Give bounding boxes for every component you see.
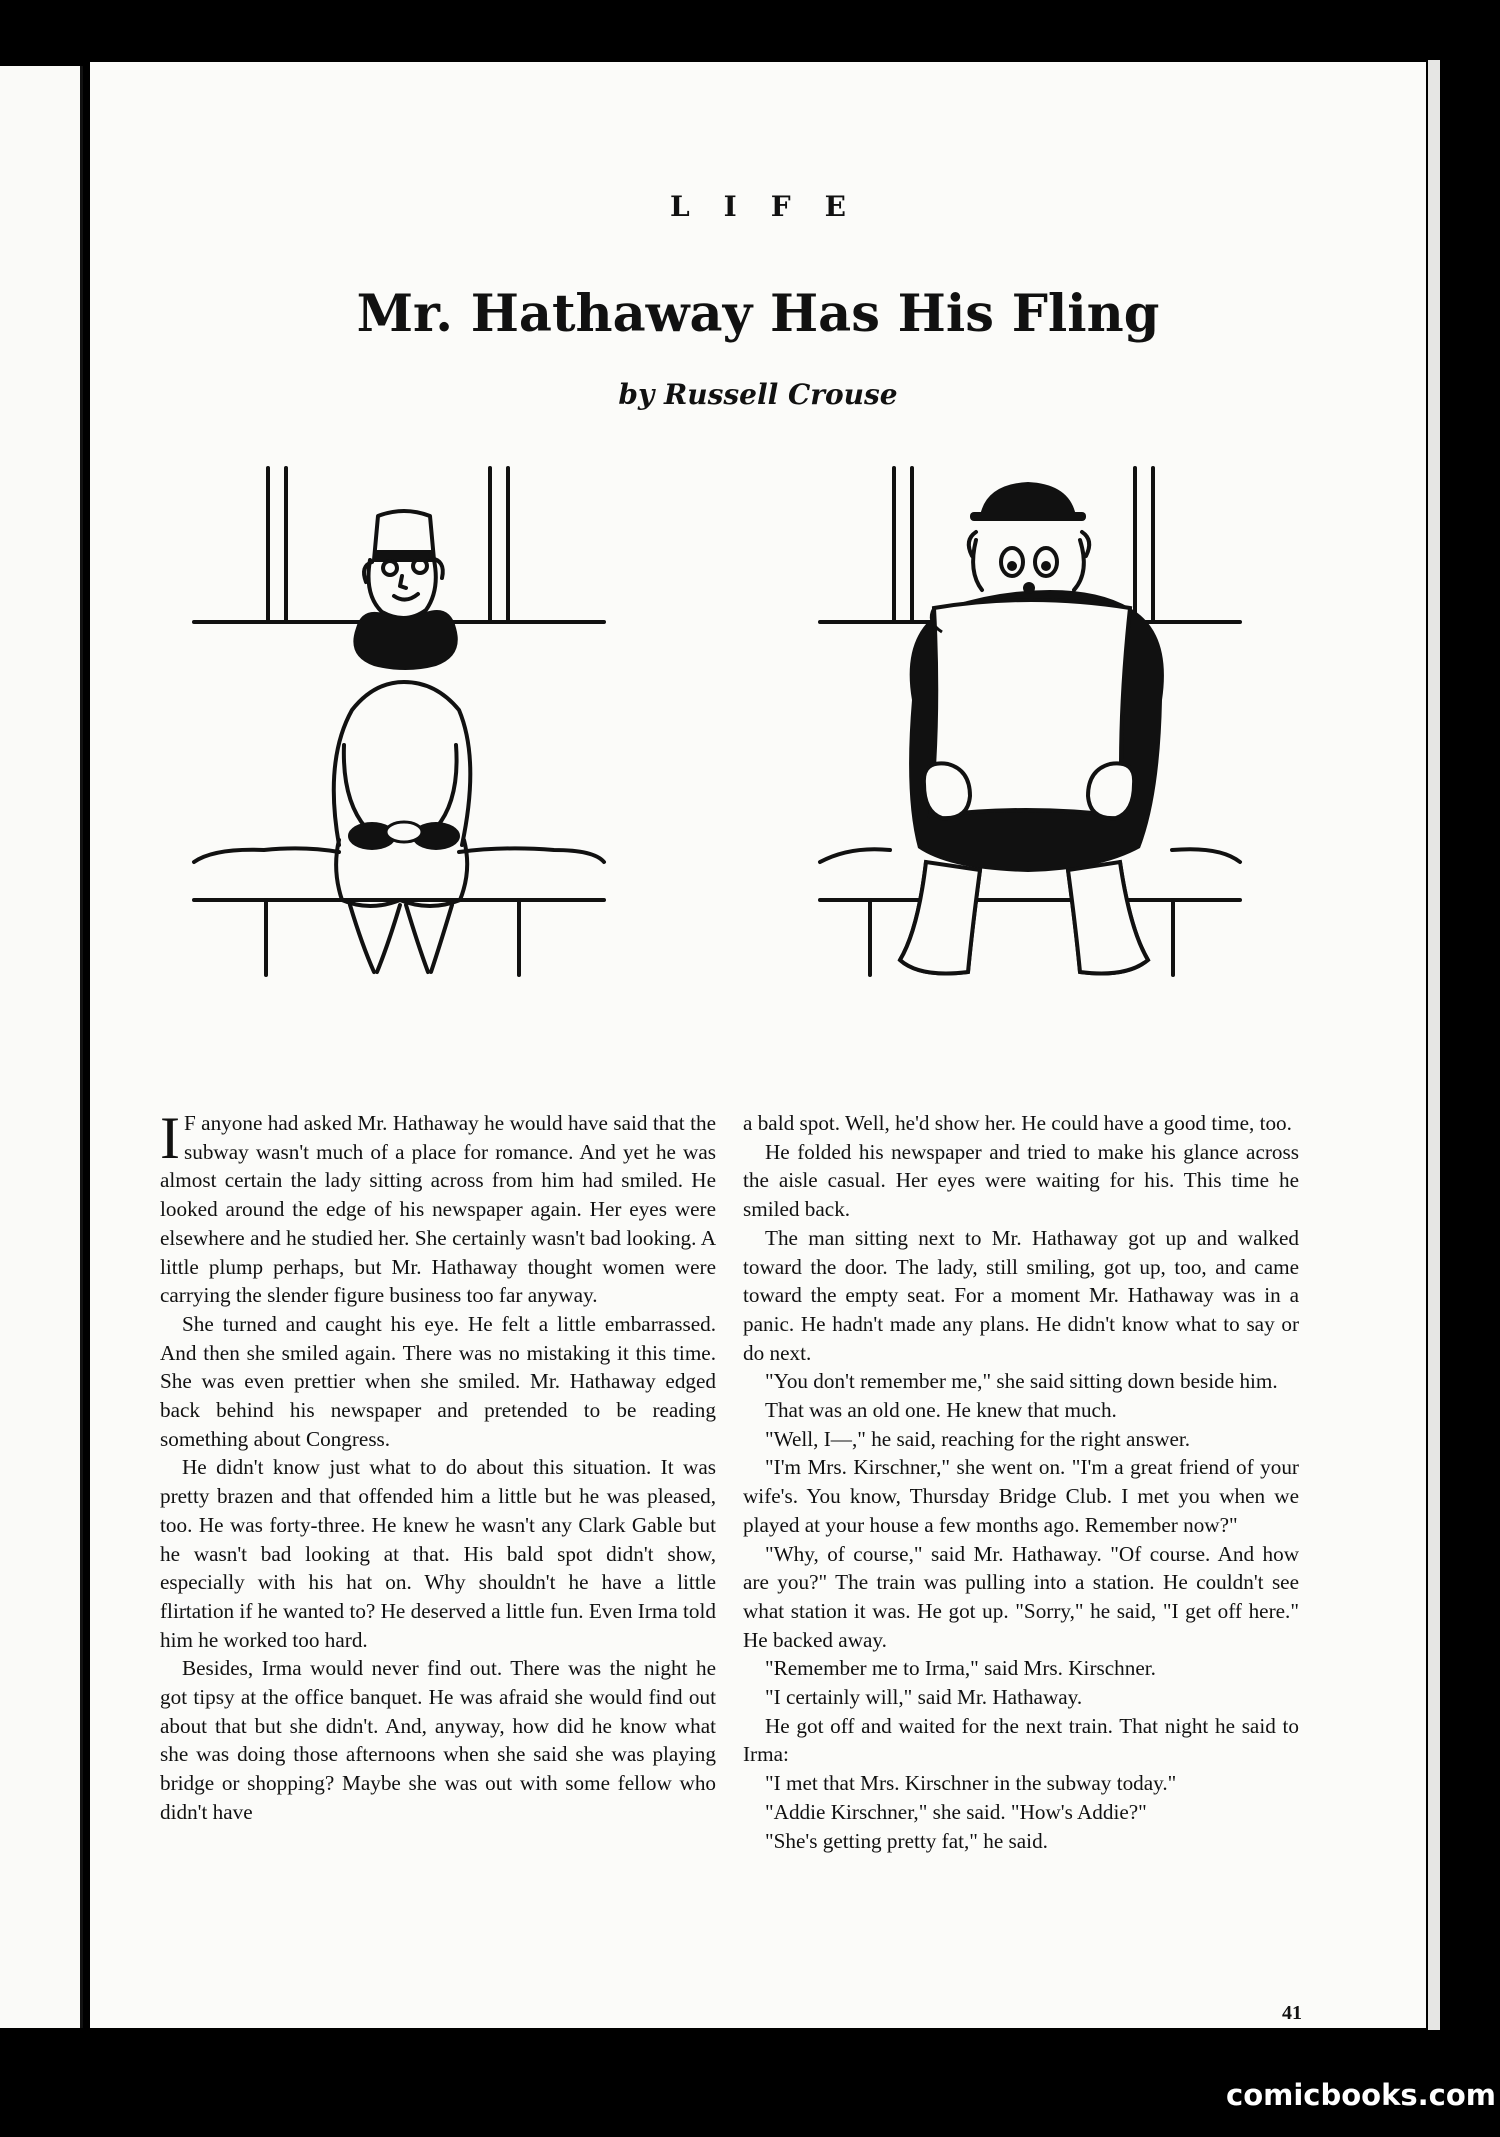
paragraph: "Why, of course," said Mr. Hathaway. "Of course. And how are you?" The train was pulling into a station. He couldn't see what station it was. He got up. "Sorry," he said, "I get off here." He backed away. xyxy=(743,1541,1299,1652)
paragraph: The man sitting next to Mr. Hathaway got up and walked toward the door. The lady, still smiling, got up, too, and came toward the empty seat. For a moment Mr. Hathaway was in a panic. He hadn't made any plans. He didn't know what to say or do next. xyxy=(743,1225,1299,1365)
paragraph: "She's getting pretty fat," he said. xyxy=(765,1828,1048,1853)
article-byline: by Russell Crouse xyxy=(618,378,898,411)
paragraph: "Remember me to Irma," said Mrs. Kirschner. xyxy=(765,1656,1156,1681)
paragraph: He didn't know just what to do about this situation. It was pretty brazen and that offended him a little but he was pleased, too. He was forty-three. He knew he wasn't any Clark Gable but he wasn't bad looking at that. His bald spot didn't show, especially with his hat on. Why shouldn't he have a little flirtation if he wanted to? He deserved a little fun. Even Irma told him he worked too hard. xyxy=(160,1455,716,1652)
article-title: Mr. Hathaway Has His Fling xyxy=(356,284,1160,344)
paragraph: a bald spot. Well, he'd show her. He could have a good time, too. xyxy=(743,1111,1292,1135)
woman-on-subway-seat-illustration xyxy=(174,400,674,980)
paragraph: "Well, I—," he said, reaching for the right answer. xyxy=(765,1426,1191,1451)
text-column-left xyxy=(160,1105,716,1827)
paragraph: That was an old one. He knew that much. xyxy=(765,1398,1117,1423)
magazine-header: LIFE xyxy=(669,190,880,223)
paragraph: Besides, Irma would never find out. There was the night he got tipsy at the office banquet. He was afraid she would find out about that but she didn't. And, anyway, how did he know what she was doing those afternoons when she said she was playing bridge or shopping? Maybe she was out with some fellow who didn't have xyxy=(160,1656,716,1824)
paragraph: "You don't remember me," she said sitting down beside him. xyxy=(765,1369,1278,1394)
facing-page-edge xyxy=(0,66,83,2028)
paragraph: He folded his newspaper and tried to make his glance across the aisle casual. Her eyes were waiting for his. This time he smiled back. xyxy=(743,1139,1299,1222)
page-number: 41 xyxy=(1282,2002,1302,2024)
man-reading-newspaper-illustration xyxy=(800,400,1300,980)
text-column-right xyxy=(743,1109,1299,1855)
paragraph: He got off and waited for the next train. That night he said to Irma: xyxy=(743,1713,1299,1767)
paragraph: She turned and caught his eye. He felt a little embarrassed. And then she smiled again. There was no mistaking it this time. She was even prettier when she smiled. Mr. Hathaway edged back behind his newspaper and pretended to be reading something about Congress. xyxy=(160,1311,716,1451)
paragraph: "I met that Mrs. Kirschner in the subway today." xyxy=(765,1771,1177,1796)
paragraph: "I certainly will," said Mr. Hathaway. xyxy=(765,1685,1083,1710)
page-gutter xyxy=(1428,60,1440,2030)
watermark-text: comicbooks.com xyxy=(1226,2078,1496,2112)
paragraph: I F anyone had asked Mr. Hathaway he would have said that the subway wasn't much of a place for romance. And yet he was almost certain the lady sitting across from him had smiled. He looked around the edge of his newspaper again. Her eyes were elsewhere and he studied her. She certainly wasn't bad looking. A little plump perhaps, but Mr. Hathaway thought women were carrying the slender figure business too far anyway. xyxy=(160,1105,716,1308)
paragraph: "I'm Mrs. Kirschner," she went on. "I'm a great friend of your wife's. You know, Thursday Bridge Club. I met you when we played at your house a few months ago. Remember now?" xyxy=(743,1455,1299,1537)
drop-cap: I xyxy=(160,1105,180,1171)
magazine-page xyxy=(90,62,1426,2028)
paragraph: "Addie Kirschner," she said. "How's Addie?" xyxy=(765,1799,1147,1824)
